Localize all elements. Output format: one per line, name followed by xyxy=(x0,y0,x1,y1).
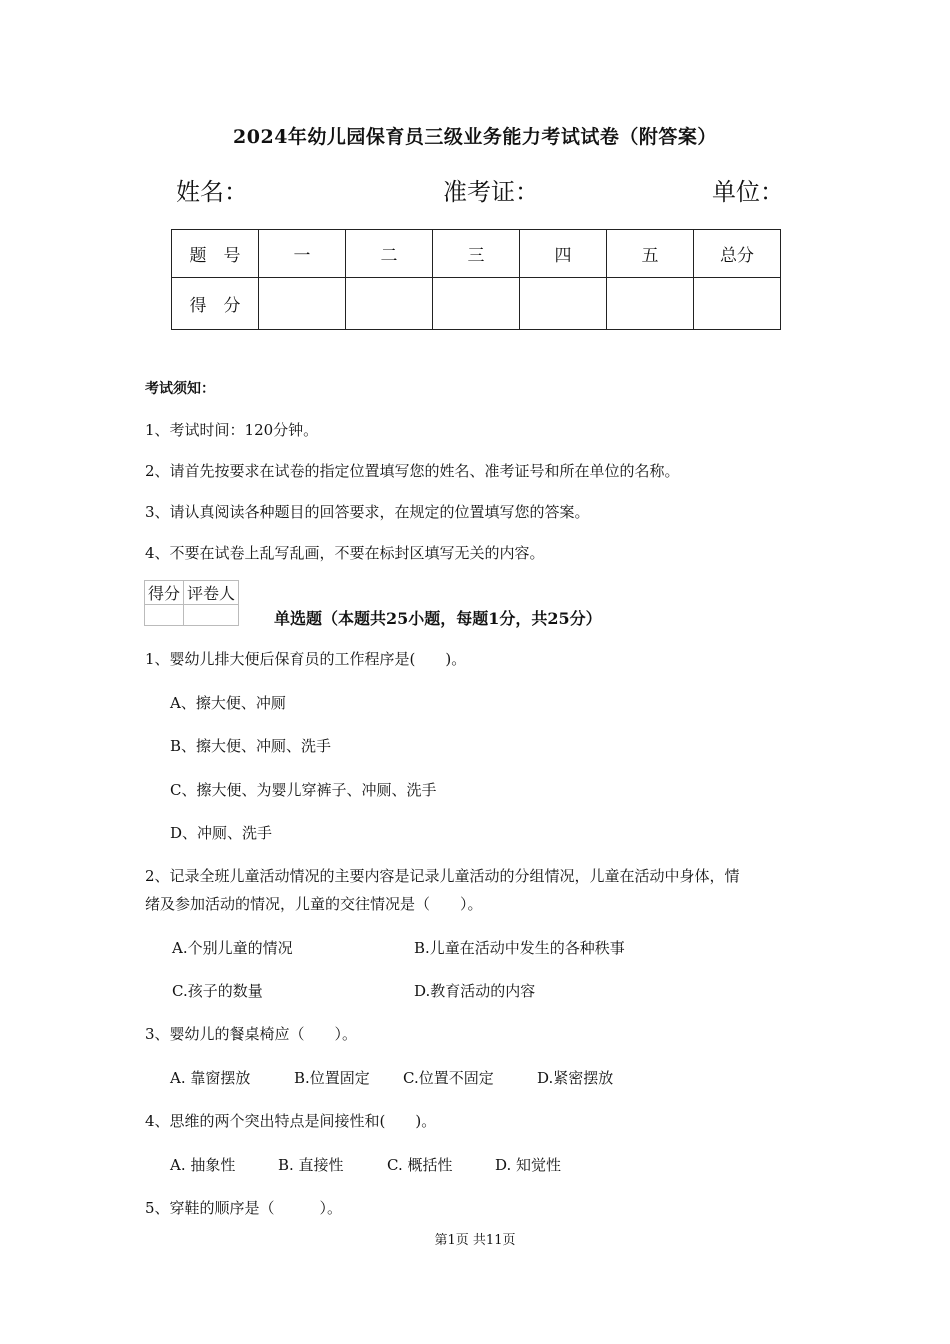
score-cell[interactable] xyxy=(520,278,607,330)
score-cell[interactable] xyxy=(607,278,694,330)
question-stem: 绪及参加活动的情况，儿童的交往情况是（ ）。 xyxy=(145,895,483,913)
section-title: 单选题（本题共25小题，每题1分，共25分） xyxy=(274,609,602,628)
notice-item: 1、考试时间：120分钟。 xyxy=(145,421,319,439)
question-option: C.位置不固定 xyxy=(403,1069,494,1087)
notice-heading: 考试须知： xyxy=(145,381,215,397)
question-option: B、擦大便、冲厕、洗手 xyxy=(170,737,332,755)
page-title: 2024年幼儿园保育员三级业务能力考试试卷（附答案） xyxy=(233,126,717,148)
grader-reviewer-cell[interactable] xyxy=(184,605,239,626)
grader-score-cell[interactable] xyxy=(145,605,184,626)
grader-table xyxy=(144,580,239,626)
question-option: C.孩子的数量 xyxy=(172,982,263,1000)
question-stem: 1、婴幼儿排大便后保育员的工作程序是( )。 xyxy=(145,650,467,668)
question-option: D.教育活动的内容 xyxy=(414,982,536,1000)
score-cell[interactable] xyxy=(346,278,433,330)
score-header-cell: 总分 xyxy=(694,230,781,278)
page-footer: 第1页 共11页 xyxy=(434,1233,516,1248)
score-cell[interactable] xyxy=(259,278,346,330)
question-option: D、冲厕、洗手 xyxy=(170,824,273,842)
question-stem: 3、婴幼儿的餐桌椅应（ ）。 xyxy=(145,1025,358,1043)
notice-item: 4、不要在试卷上乱写乱画，不要在标封区填写无关的内容。 xyxy=(145,544,545,562)
score-header-cell: 五 xyxy=(607,230,694,278)
score-cell[interactable] xyxy=(694,278,781,330)
score-header-cell: 一 xyxy=(259,230,346,278)
question-option: D.紧密摆放 xyxy=(537,1069,614,1087)
exam-id-field-label: 准考证： xyxy=(443,178,539,206)
question-option: A.个别儿童的情况 xyxy=(172,939,293,957)
score-header-cell: 题 号 xyxy=(172,230,259,278)
question-option: A. 靠窗摆放 xyxy=(170,1069,251,1087)
score-table xyxy=(171,229,781,330)
question-stem: 5、穿鞋的顺序是（ ）。 xyxy=(145,1199,343,1217)
question-option: C、擦大便、为婴儿穿裤子、冲厕、洗手 xyxy=(170,781,437,799)
grader-score-label: 得分 xyxy=(145,581,184,605)
question-option: A. 抽象性 xyxy=(170,1156,236,1174)
unit-field-label: 单位： xyxy=(712,178,784,206)
score-header-cell: 四 xyxy=(520,230,607,278)
question-option: C. 概括性 xyxy=(387,1156,453,1174)
score-table-score-row xyxy=(172,278,781,330)
question-option: D. 知觉性 xyxy=(495,1156,562,1174)
question-stem: 2、记录全班儿童活动情况的主要内容是记录儿童活动的分组情况，儿童在活动中身体，情 xyxy=(145,867,740,885)
score-cell[interactable] xyxy=(433,278,520,330)
score-table-header-row xyxy=(172,230,781,278)
grader-reviewer-label: 评卷人 xyxy=(184,581,239,605)
question-option: B.儿童在活动中发生的各种秩事 xyxy=(414,939,625,957)
question-option: B.位置固定 xyxy=(294,1069,370,1087)
question-stem: 4、思维的两个突出特点是间接性和( )。 xyxy=(145,1112,437,1130)
question-option: B. 直接性 xyxy=(278,1156,344,1174)
name-field-label: 姓名： xyxy=(176,178,248,206)
score-header-cell: 三 xyxy=(433,230,520,278)
notice-item: 2、请首先按要求在试卷的指定位置填写您的姓名、准考证号和所在单位的名称。 xyxy=(145,462,680,480)
question-option: A、擦大便、冲厕 xyxy=(170,694,286,712)
score-header-cell: 二 xyxy=(346,230,433,278)
notice-item: 3、请认真阅读各种题目的回答要求，在规定的位置填写您的答案。 xyxy=(145,503,590,521)
score-row-label: 得 分 xyxy=(172,278,259,330)
